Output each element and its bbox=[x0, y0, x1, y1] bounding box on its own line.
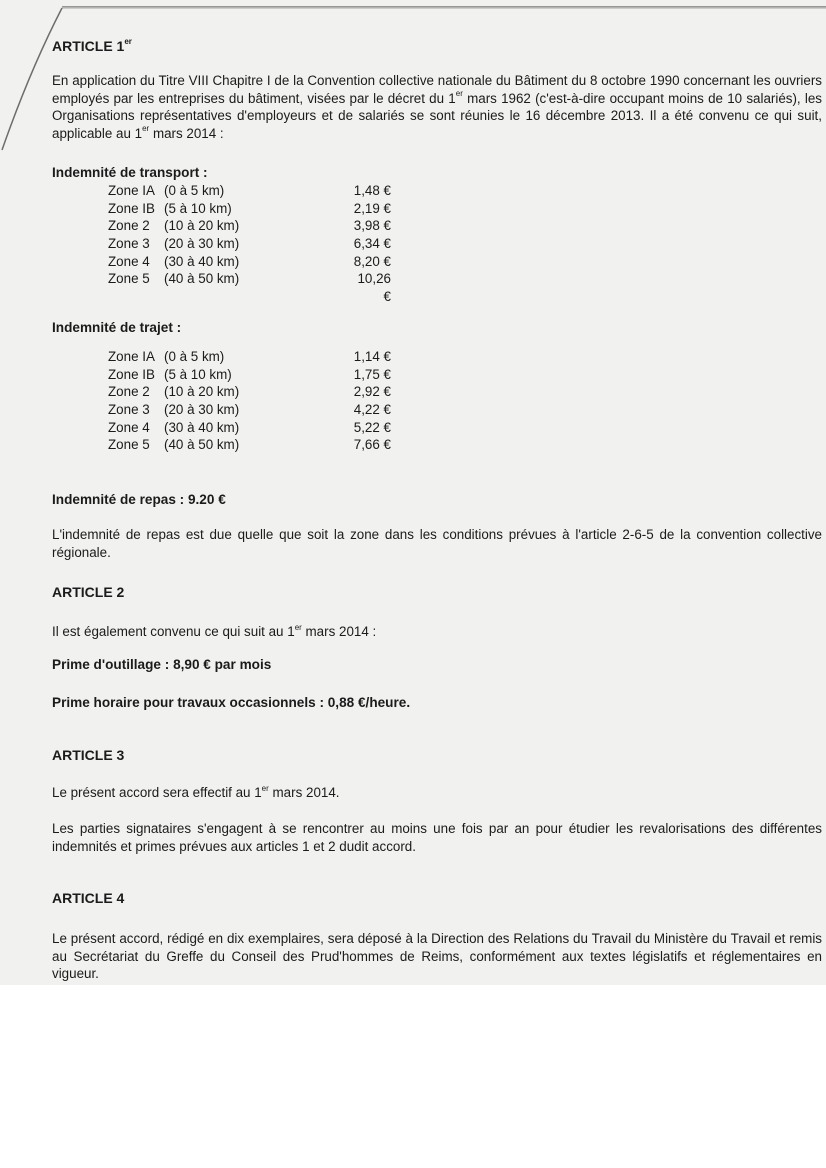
article-3-title: ARTICLE 3 bbox=[52, 747, 125, 763]
zone-row bbox=[108, 200, 391, 218]
zone-name: Zone 4 bbox=[108, 419, 150, 435]
article-2-paragraph: Il est également convenu ce qui suit au 1er mars 2014 : bbox=[52, 622, 377, 639]
article-4-paragraph: Le présent accord, rédigé en dix exemplaires, sera déposé à la Direction des Relations du Travail du Ministère du Travail et remis au Secrétariat du Greffe du Conseil des Prud'hommes de Reims, conformément aux textes législatifs et réglementaires en vigueur. bbox=[52, 931, 822, 981]
zone-range: (20 à 30 km) bbox=[164, 402, 240, 418]
zone-row bbox=[108, 182, 391, 200]
zone-name: Zone IA bbox=[108, 183, 155, 198]
zone-row bbox=[108, 366, 391, 384]
article-3-paragraph-2: Les parties signataires s'engagent à se rencontrer au moins une fois par an pour étudier les revalorisations des différentes indemnités et primes prévues aux articles 1 et 2 dudit accord. bbox=[52, 821, 822, 854]
zone-amount: 1,75 € bbox=[353, 366, 391, 382]
zone-name: Zone IA bbox=[108, 349, 155, 364]
article-1-title: ARTICLE 1er bbox=[52, 37, 132, 54]
zone-row bbox=[108, 348, 391, 366]
zone-row bbox=[108, 436, 391, 454]
zone-range: (20 à 30 km) bbox=[164, 236, 240, 252]
zone-range: (5 à 10 km) bbox=[164, 366, 232, 382]
trajet-table bbox=[108, 348, 391, 454]
zone-name: Zone 5 bbox=[108, 437, 150, 453]
article-2-title: ARTICLE 2 bbox=[52, 584, 125, 600]
zone-range: (10 à 20 km) bbox=[164, 218, 240, 234]
zone-name: Zone 3 bbox=[108, 236, 150, 252]
prime-outillage: Prime d'outillage : 8,90 € par mois bbox=[52, 657, 272, 672]
zone-range: (40 à 50 km) bbox=[164, 437, 240, 453]
zone-name: Zone 5 bbox=[108, 271, 150, 287]
zone-amount: 6,34 € bbox=[353, 236, 391, 252]
zone-name: Zone 2 bbox=[108, 218, 150, 234]
zone-amount: 2,92 € bbox=[353, 384, 391, 400]
zone-name: Zone 4 bbox=[108, 253, 150, 269]
zone-range: (5 à 10 km) bbox=[164, 200, 232, 216]
transport-heading: Indemnité de transport : bbox=[52, 165, 208, 180]
zone-amount: 5,22 € bbox=[353, 419, 391, 435]
zone-name: Zone IB bbox=[108, 200, 155, 216]
zone-range: (40 à 50 km) bbox=[164, 271, 240, 287]
zone-range: (30 à 40 km) bbox=[164, 253, 240, 269]
article-3-paragraph-1: Le présent accord sera effectif au 1er mars 2014. bbox=[52, 783, 340, 800]
zone-row bbox=[108, 383, 391, 401]
zone-name: Zone 3 bbox=[108, 402, 150, 418]
zone-amount: 7,66 € bbox=[353, 437, 391, 453]
zone-amount: 10,26 € bbox=[357, 271, 391, 304]
zone-row bbox=[108, 270, 391, 305]
zone-row bbox=[108, 235, 391, 253]
zone-row bbox=[108, 401, 391, 419]
zone-amount: 8,20 € bbox=[353, 253, 391, 269]
article-4-title: ARTICLE 4 bbox=[52, 890, 125, 906]
zone-name: Zone IB bbox=[108, 366, 155, 382]
zone-amount: 3,98 € bbox=[353, 218, 391, 234]
scan-edge bbox=[62, 6, 826, 9]
article-1-paragraph: En application du Titre VIII Chapitre I de la Convention collective nationale du Bâtiment du 8 octobre 1990 concernant les ouvriers employés par les entreprises du bâtiment, visées par le décret du 1er mars 1962 (c'est-à-dire occupant moins de 10 salariés), les Organisations représentatives d'employeurs et de salariés se sont réunies le 16 décembre 2013. Il a été convenu ce qui suit, applicable au 1er mars 2014 : bbox=[52, 73, 822, 141]
zone-range: (0 à 5 km) bbox=[164, 349, 225, 364]
zone-range: (30 à 40 km) bbox=[164, 419, 240, 435]
zone-row bbox=[108, 419, 391, 437]
repas-paragraph: L'indemnité de repas est due quelle que soit la zone dans les conditions prévues à l'article 2-6-5 de la convention collective régionale. bbox=[52, 527, 822, 560]
trajet-heading: Indemnité de trajet : bbox=[52, 320, 182, 335]
zone-range: (10 à 20 km) bbox=[164, 384, 240, 400]
zone-amount: 4,22 € bbox=[353, 402, 391, 418]
zone-row bbox=[108, 217, 391, 235]
zone-row bbox=[108, 253, 391, 271]
zone-amount: 2,19 € bbox=[353, 200, 391, 216]
zone-amount: 1,14 € bbox=[353, 349, 391, 364]
transport-table bbox=[108, 182, 391, 305]
zone-range: (0 à 5 km) bbox=[164, 183, 225, 198]
repas-heading: Indemnité de repas : 9.20 € bbox=[52, 492, 226, 507]
prime-horaire: Prime horaire pour travaux occasionnels : 0,88 €/heure. bbox=[52, 695, 411, 710]
zone-amount: 1,48 € bbox=[353, 183, 391, 198]
zone-name: Zone 2 bbox=[108, 384, 150, 400]
